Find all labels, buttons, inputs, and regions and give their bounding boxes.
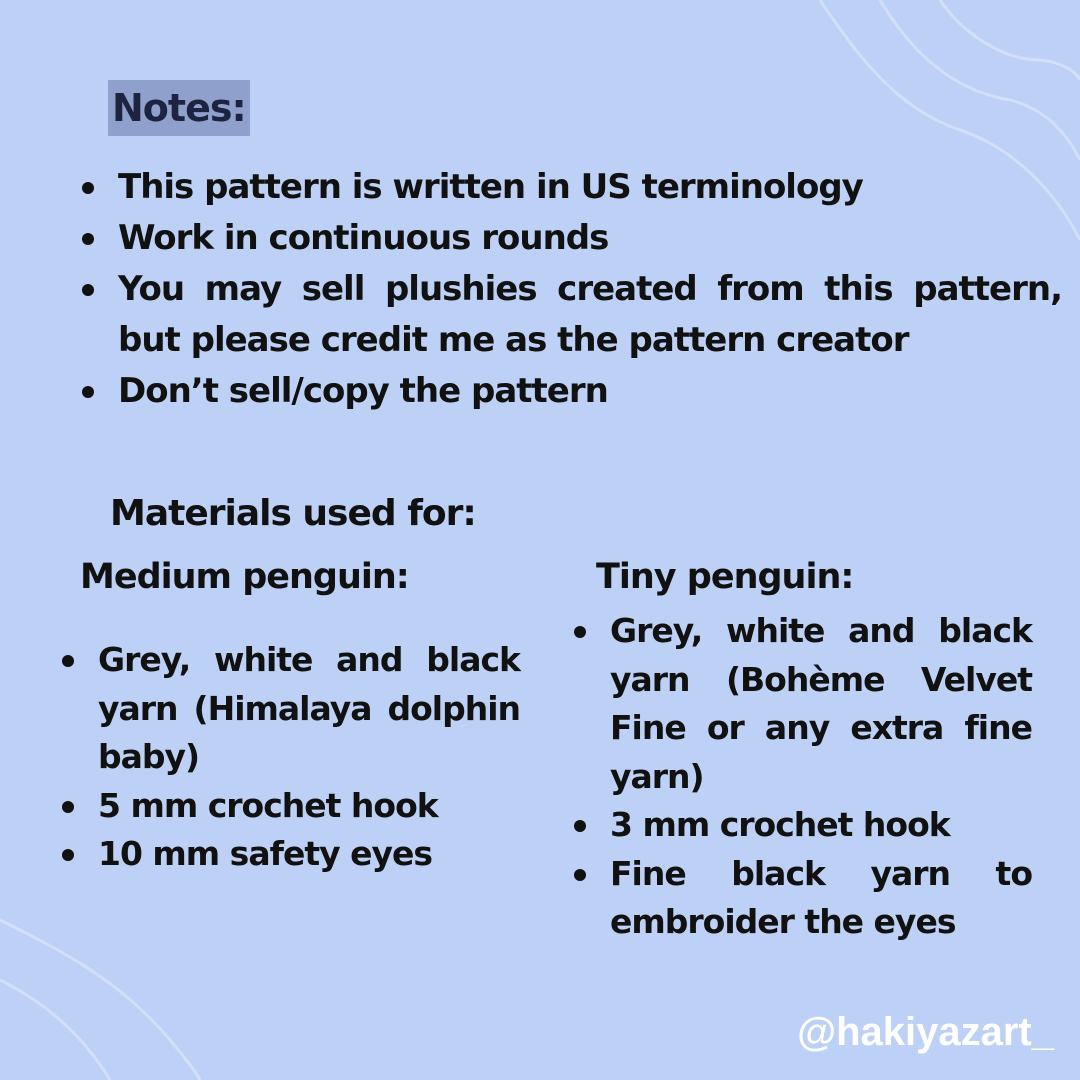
medium-penguin-heading: Medium penguin:: [80, 557, 409, 597]
material-item: 5 mm crochet hook: [60, 782, 520, 831]
notes-heading: Notes:: [108, 80, 250, 136]
tiny-penguin-materials-list: [572, 607, 1032, 947]
notes-list: [80, 162, 1062, 417]
material-item: Fine black yarn to embroider the eyes: [572, 850, 1032, 947]
medium-penguin-materials-list: [60, 636, 520, 879]
materials-heading: Materials used for:: [110, 493, 476, 534]
notes-item: You may sell plushies created from this pattern, but please credit me as the pattern creator: [80, 264, 1062, 366]
material-item: 10 mm safety eyes: [60, 830, 520, 879]
material-item: Grey, white and black yarn (Himalaya dolphin baby): [60, 636, 520, 782]
notes-item: Don’t sell/copy the pattern: [80, 366, 1062, 417]
tiny-penguin-heading: Tiny penguin:: [596, 557, 854, 597]
notes-item: This pattern is written in US terminology: [80, 162, 1062, 213]
notes-item: Work in continuous rounds: [80, 213, 1062, 264]
material-item: Grey, white and black yarn (Bohème Velvet Fine or any extra fine yarn): [572, 607, 1032, 801]
author-handle: @hakiyazart_: [797, 1010, 1054, 1054]
material-item: 3 mm crochet hook: [572, 801, 1032, 850]
